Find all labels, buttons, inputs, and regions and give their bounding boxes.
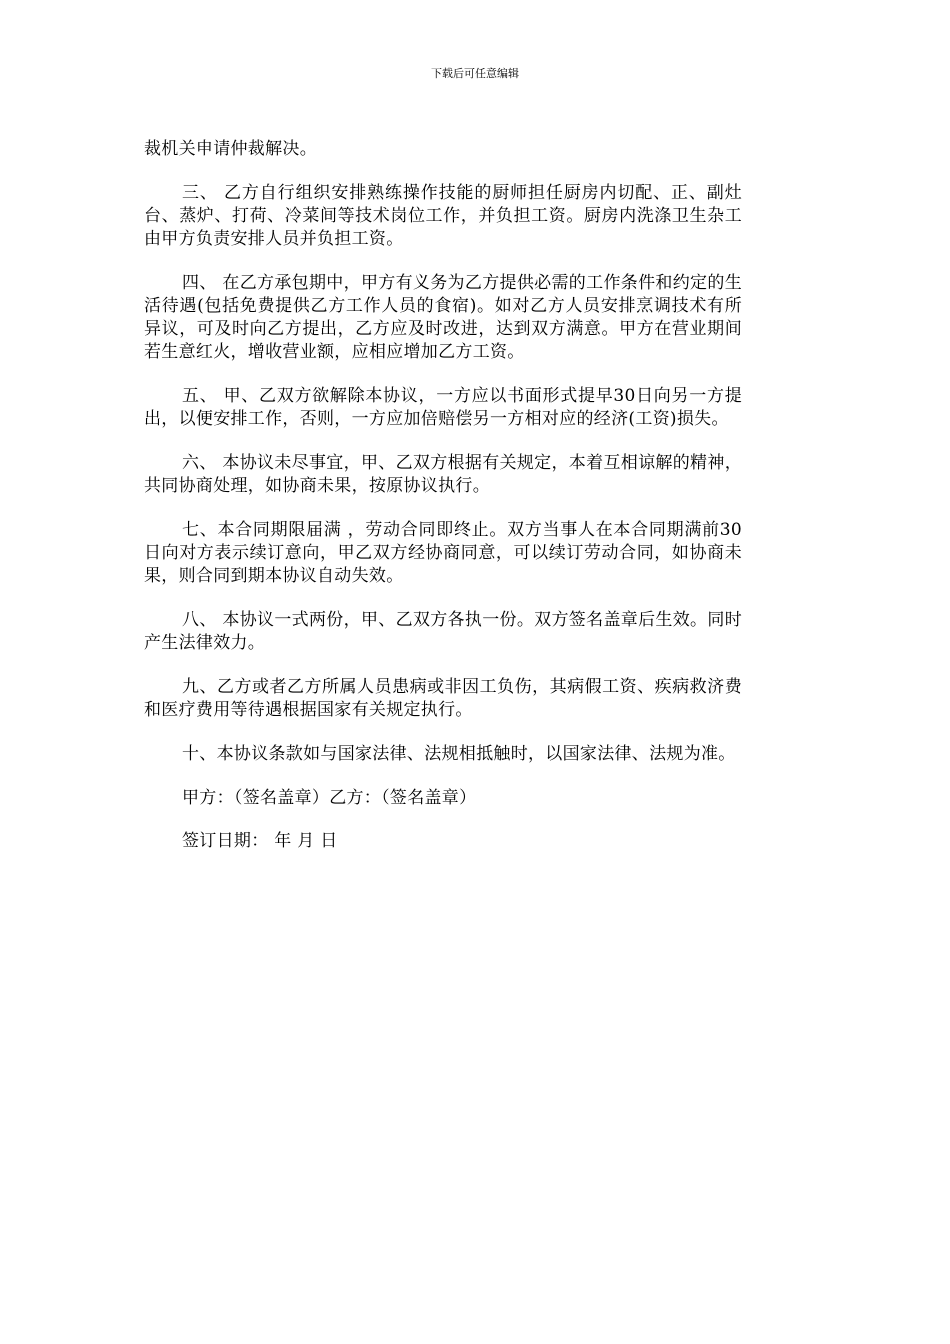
clause-3: 三、 乙方自行组织安排熟练操作技能的厨师担任厨房内切配、正、副灶台、蒸炉、打荷、冷菜间等技术岗位工作，并负担工资。厨房内洗涤卫生杂工由甲方负责安排人员并负担工资。 <box>144 183 742 249</box>
clause-6: 六、 本协议未尽事宜，甲、乙双方根据有关规定，本着互相谅解的精神，共同协商处理，如协商未果，按原协议执行。 <box>144 453 742 496</box>
signature-line: 甲方：（签名盖章）乙方：（签名盖章） <box>182 788 477 808</box>
clause-7: 七、本合同期限届满 ，劳动合同即终止。双方当事人在本合同期满前30日向对方表示续订意向，甲乙双方经协商同意，可以续订劳动合同，如协商未果，则合同到期本协议自动失效。 <box>144 520 742 586</box>
document-body <box>144 138 742 874</box>
clause-5: 五、 甲、乙双方欲解除本协议，一方应以书面形式提早30日向另一方提出，以便安排工作，否则，一方应加倍赔偿另一方相对应的经济(工资)损失。 <box>144 386 742 429</box>
download-note: 下载后可任意编辑 <box>431 67 519 80</box>
clause-4: 四、 在乙方承包期中，甲方有义务为乙方提供必需的工作条件和约定的生活待遇(包括免费提供乙方工作人员的食宿)。如对乙方人员安排烹调技术有所异议，可及时向乙方提出，乙方应及时改进，达到双方满意。甲方在营业期间若生意红火，增收营业额，应相应增加乙方工资。 <box>144 273 742 362</box>
clause-10: 十、本协议条款如与国家法律、法规相抵触时，以国家法律、法规为准。 <box>182 744 736 764</box>
clause-9: 九、乙方或者乙方所属人员患病或非因工负伤，其病假工资、疾病救济费和医疗费用等待遇根据国家有关规定执行。 <box>144 677 742 720</box>
clause-8: 八、 本协议一式两份，甲、乙双方各执一份。双方签名盖章后生效。同时产生法律效力。 <box>144 610 742 653</box>
paragraph-arbitration-continuation: 裁机关申请仲裁解决。 <box>144 139 317 159</box>
signing-date-line: 签订日期： 年 月 日 <box>182 831 338 851</box>
